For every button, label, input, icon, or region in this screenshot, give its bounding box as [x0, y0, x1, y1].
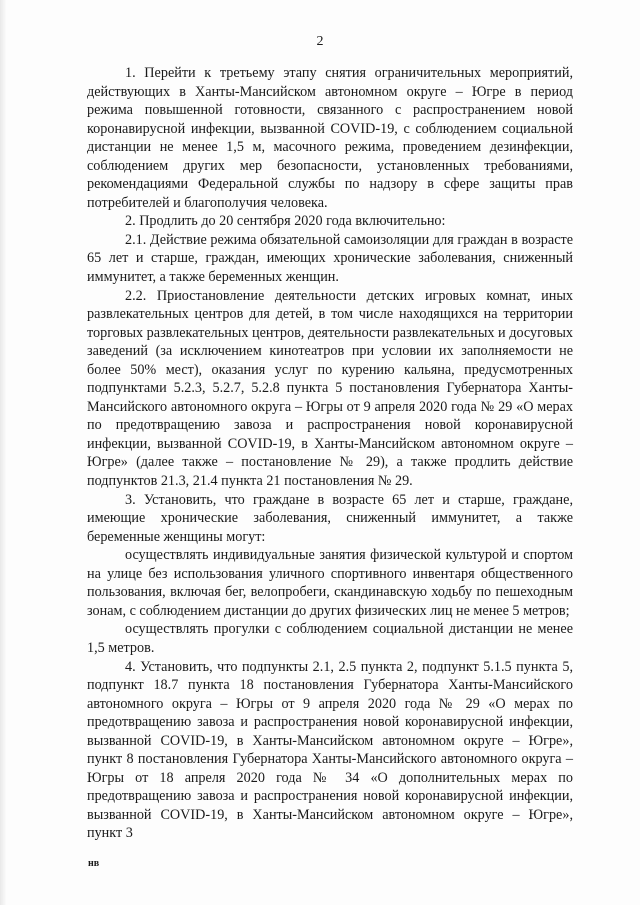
scan-edge — [0, 0, 6, 905]
paragraph-3-sport: осуществлять индивидуальные занятия физической культурой и спортом на улице без использования уличного спортивного инвентаря общественного пользования, включая бег, велопробеги, скандинавскую ходьбу по пешеходным зонам, с соблюдением дистанции до других физических лиц не менее 5 метров; — [87, 547, 573, 619]
document-body — [87, 64, 573, 843]
paragraph-2-2: 2.2. Приостановление деятельности детских игровых комнат, иных развлекательных центров для детей, в том числе находящихся на территории торговых развлекательных центров, деятельности развлекательных и досуговых заведений (за исключением кинотеатров при условии их заполняемости не более 50% мест), оказания услуг по курению кальяна, предусмотренных подпунктами 5.2.3, 5.2.7, 5.2.8 пункта 5 постановления Губернатора Ханты-Мансийского автономного округа – Югры от 9 апреля 2020 года № 29 «О мерах по предотвращению завоза и распространения новой коронавирусной инфекции, вызванной COVID-19, в Ханты-Мансийском автономном округе – Югре» (далее также – постановление № 29), а также продлить действие подпунктов 21.3, 21.4 пункта 21 постановления № 29. — [87, 287, 573, 490]
paragraph-4: 4. Установить, что подпункты 2.1, 2.5 пункта 2, подпункт 5.1.5 пункта 5, подпункт 18.7 пункта 18 постановления Губернатора Ханты-Мансийского автономного округа – Югры от 9 апреля 2020 года № 29 «О мерах по предотвращению завоза и распространения новой коронавирусной инфекции, вызванной COVID-19, в Ханты-Мансийском автономном округе – Югре», пункт 8 постановления Губернатора Ханты-Мансийского автономного округа – Югры от 18 апреля 2020 года № 34 «О дополнительных мерах по предотвращению завоза и распространения новой коронавирусной инфекции, вызванной COVID-19, в Ханты-Мансийском автономном округе – Югре», пункт 3 — [87, 658, 573, 842]
paragraph-1: 1. Перейти к третьему этапу снятия ограничительных мероприятий, действующих в Ханты-Мансийском автономном округе – Югре в период режима повышенной готовности, связанного с распространением новой коронавирусной инфекции, вызванной COVID-19, с соблюдением социальной дистанции не менее 1,5 м, масочного режима, проведением дезинфекции, соблюдением других мер безопасности, установленных требованиями, рекомендациями Федеральной службы по надзору в сфере защиты прав потребителей и благополучия человека. — [87, 65, 573, 211]
paragraph-2-1: 2.1. Действие режима обязательной самоизоляции для граждан в возрасте 65 лет и старше, граждан, имеющих хронические заболевания, сниженный иммунитет, а также беременных женщин. — [87, 231, 573, 286]
footer-mark: нв — [88, 858, 100, 869]
paragraph-2: 2. Продлить до 20 сентября 2020 года включительно: — [125, 213, 446, 230]
page-number: 2 — [316, 34, 324, 49]
paragraph-3-walks: осуществлять прогулки с соблюдением социальной дистанции не менее 1,5 метров. — [87, 621, 573, 656]
paragraph-3: 3. Установить, что граждане в возрасте 65 лет и старше, граждане, имеющие хронические заболевания, сниженный иммунитет, а также беременные женщины могут: — [87, 491, 573, 545]
